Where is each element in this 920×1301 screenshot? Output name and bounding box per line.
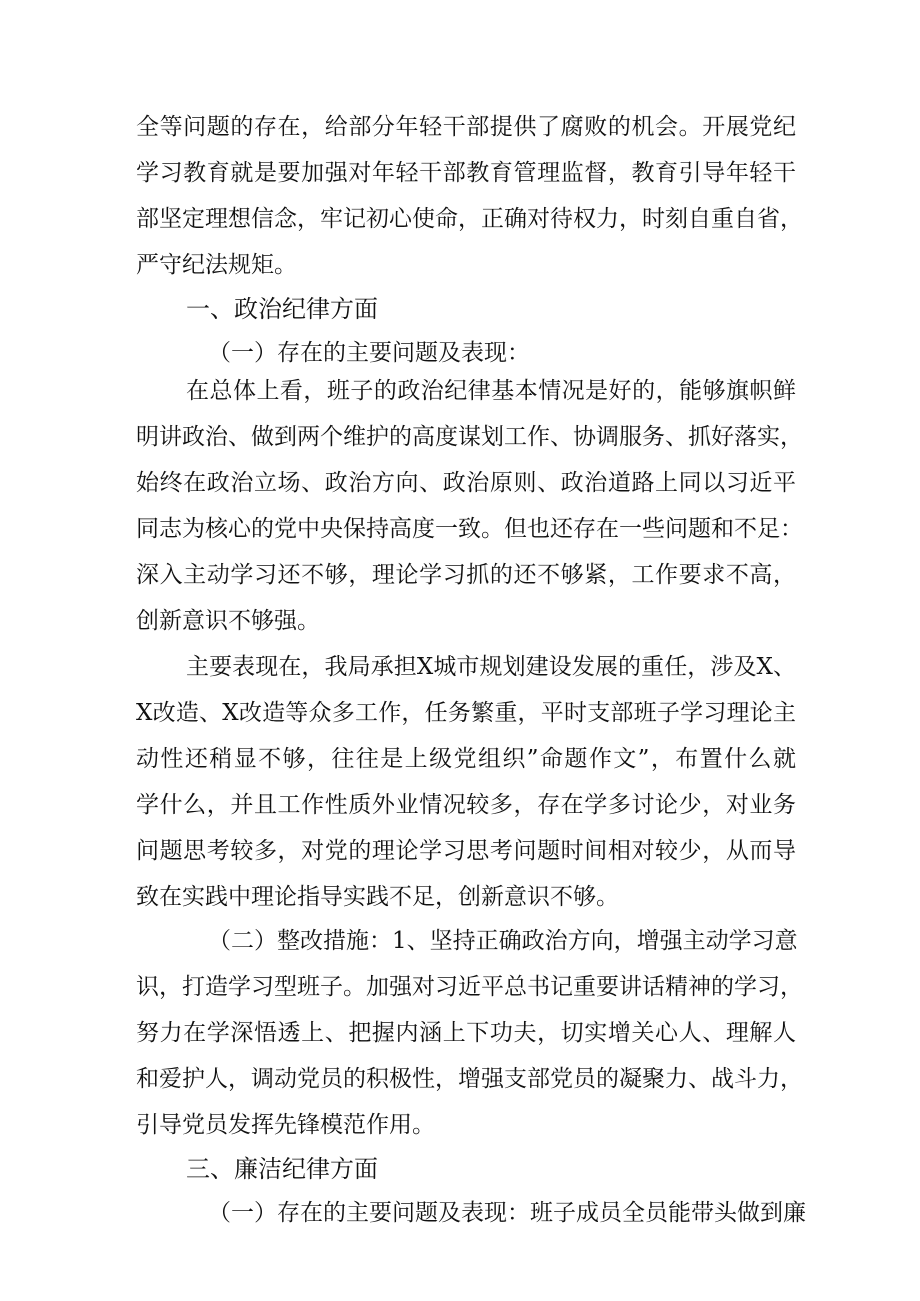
paragraph-line: 问题思考较多，对党的理论学习思考问题时间相对较少，从而导 xyxy=(136,838,796,864)
paragraph-line: 部坚定理想信念，牢记初心使命，正确对待权力，时刻自重自省， xyxy=(136,206,803,232)
paragraph-line: 创新意识不够强。 xyxy=(136,608,320,634)
paragraph-line: 学什么，并且工作性质外业情况较多，存在学多讨论少，对业务 xyxy=(136,792,796,818)
paragraph-line: （一）存在的主要问题及表现：班子成员全员能带头做到廉 xyxy=(208,1200,806,1226)
paragraph-line: 始终在政治立场、政治方向、政治原则、政治道路上同以习近平 xyxy=(136,470,796,496)
paragraph-line: 明讲政治、做到两个维护的高度谋划工作、协调服务、抓好落实， xyxy=(136,424,803,450)
paragraph-line: 深入主动学习还不够，理论学习抓的还不够紧，工作要求不高， xyxy=(136,562,796,588)
paragraph-line: 引导党员发挥先锋模范作用。 xyxy=(136,1112,435,1138)
paragraph-line: 在总体上看，班子的政治纪律基本情况是好的，能够旗帜鲜 xyxy=(186,378,796,404)
paragraph-line: 同志为核心的党中央保持高度一致。但也还存在一些问题和不足： xyxy=(136,516,803,542)
paragraph-line: 严守纪法规矩。 xyxy=(136,252,297,278)
section-heading-political-discipline: 一、政治纪律方面 xyxy=(186,295,378,323)
paragraph-line: （二）整改措施：1、坚持正确政治方向，增强主动学习意 xyxy=(208,928,798,954)
section-heading-integrity-discipline: 三、廉洁纪律方面 xyxy=(186,1155,378,1183)
paragraph-line: 致在实践中理论指导实践不足，创新意识不够。 xyxy=(136,884,619,910)
paragraph-line: 和爱护人，调动党员的积极性，增强支部党员的凝聚力、战斗力， xyxy=(136,1066,803,1092)
paragraph-line: 学习教育就是要加强对年轻干部教育管理监督，教育引导年轻干 xyxy=(136,160,796,186)
paragraph-line: 努力在学深悟透上、把握内涵上下功夫，切实增关心人、理解人 xyxy=(136,1020,796,1046)
paragraph-line: 识，打造学习型班子。加强对习近平总书记重要讲话精神的学习， xyxy=(136,974,803,1000)
paragraph-line: X改造、X改造等众多工作，任务繁重，平时支部班子学习理论主 xyxy=(136,700,796,726)
paragraph-line: 全等问题的存在，给部分年轻干部提供了腐败的机会。开展党纪 xyxy=(136,114,796,140)
subsection-heading-problems: （一）存在的主要问题及表现： xyxy=(208,340,530,366)
paragraph-line: 主要表现在，我局承担X城市规划建设发展的重任，涉及X、 xyxy=(186,654,796,680)
paragraph-line: 动性还稍显不够，往往是上级党组织”命题作文”，布置什么就 xyxy=(136,746,796,772)
